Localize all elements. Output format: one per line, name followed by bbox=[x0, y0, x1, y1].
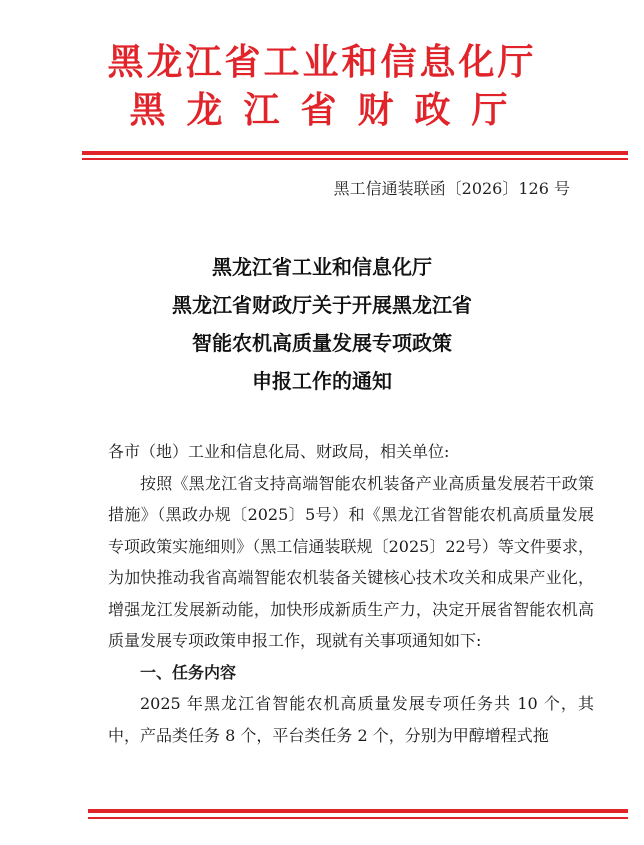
document-title bbox=[0, 248, 644, 400]
title-line-2: 黑龙江省财政厅关于开展黑龙江省 bbox=[172, 293, 472, 317]
section-heading-task-content: 一、任务内容 bbox=[140, 662, 237, 682]
body-paragraph-2: 2025 年黑龙江省智能农机高质量发展专项任务共 10 个，其中，产品类任务 8 个，平台类任务 2 个，分别为甲醇增程式拖 bbox=[108, 694, 594, 745]
issuer-name-industry: 黑龙江省工业和信息化厅 bbox=[107, 41, 537, 83]
document-number: 黑工信通装联函〔2026〕126 号 bbox=[333, 179, 570, 198]
footer-thick-rule bbox=[88, 809, 628, 813]
title-line-4: 申报工作的通知 bbox=[252, 369, 392, 393]
header-thin-rule bbox=[82, 158, 628, 160]
document-body bbox=[108, 436, 594, 751]
body-paragraph-1: 按照《黑龙江省支持高端智能农机装备产业高质量发展若干政策措施》（黑政办规〔2025〕5号）和《黑龙江省智能农机高质量发展专项政策实施细则》（黑工信通装联规〔2025〕22号）等文件要求，为加快推动我省高端智能农机装备关键核心技术攻关和成果产业化，增强龙江发展新动能，加快形成新质生产力，决定开展省智能农机高质量发展专项政策申报工作，现就有关事项通知如下: bbox=[108, 473, 594, 650]
title-line-3: 智能农机高质量发展专项政策 bbox=[192, 331, 452, 355]
issuing-authority-header bbox=[0, 38, 644, 134]
header-thick-rule bbox=[82, 151, 628, 155]
footer-thin-rule bbox=[88, 817, 628, 819]
salutation: 各市（地）工业和信息化局、财政局，相关单位: bbox=[108, 442, 450, 461]
issuer-name-finance: 黑龙江省财政厅 bbox=[129, 89, 529, 131]
title-line-1: 黑龙江省工业和信息化厅 bbox=[212, 255, 432, 279]
